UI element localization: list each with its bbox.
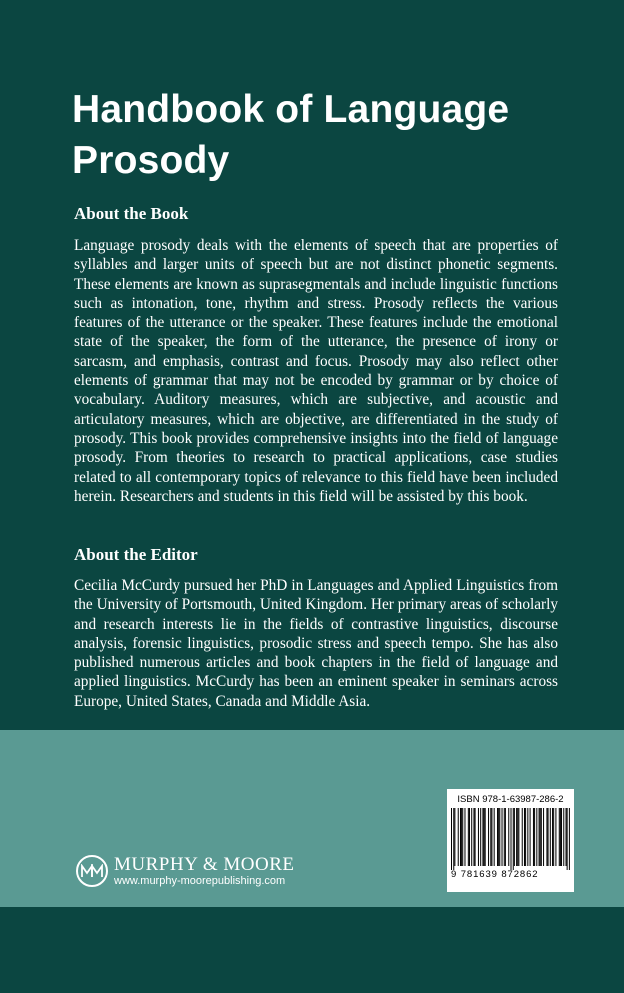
- barcode-bar: [536, 808, 537, 866]
- barcode-bar: [462, 808, 463, 866]
- book-title: Handbook of Language Prosody: [72, 88, 510, 182]
- about-editor-text: Cecilia McCurdy pursued her PhD in Languages and Applied Linguistics from the University of Portsmouth, United Kingdom. Her primary areas of scholarly and research interests lie in the fields of contrastive linguistics, discourse analysis, forensic linguistics, prosodic stress and speech tempo. She has also published numerous articles and book chapters in the field of language and applied linguistics. McCurdy has been an eminent speaker in seminars across Europe, United States, Canada and Middle Asia.: [74, 577, 558, 710]
- barcode-bar: [534, 808, 535, 866]
- barcode-bar: [524, 808, 525, 866]
- barcode-bar: [488, 808, 489, 866]
- barcode-bar: [461, 808, 462, 866]
- barcode-bar: [504, 808, 505, 866]
- barcode-bar: [552, 808, 553, 866]
- barcode-bar: [471, 808, 472, 866]
- barcode-bar: [560, 808, 561, 866]
- barcode-label: [447, 789, 574, 892]
- about-book-heading: About the Book: [74, 204, 189, 223]
- barcode-bar: [475, 808, 476, 866]
- barcode-bar: [484, 808, 485, 866]
- barcode-bar: [563, 808, 564, 866]
- barcode-bar: [517, 808, 518, 866]
- barcode-bar: [505, 808, 506, 866]
- barcode-bar: [511, 808, 512, 870]
- barcode-bar: [522, 808, 523, 866]
- barcode-bar: [525, 808, 526, 866]
- barcode-bar: [458, 808, 459, 866]
- barcode-bar: [454, 808, 455, 866]
- barcode-bar: [541, 808, 542, 866]
- barcode-bar: [482, 808, 483, 866]
- barcode-bar: [498, 808, 499, 866]
- publisher-logo: [76, 854, 295, 888]
- barcode-bar: [561, 808, 562, 866]
- barcode-bar: [514, 808, 515, 866]
- barcode-bar: [469, 808, 470, 866]
- barcode-bar: [555, 808, 556, 866]
- barcode-bar: [567, 808, 568, 870]
- barcode-bar: [485, 808, 486, 866]
- mm-monogram-icon: [76, 855, 108, 887]
- barcode-bar: [533, 808, 534, 866]
- publisher-url: www.murphy-moorepublishing.com: [114, 874, 286, 887]
- barcode-bar: [480, 808, 481, 866]
- barcode-bar: [530, 808, 531, 866]
- barcode-bar: [548, 808, 549, 866]
- barcode-bar: [490, 808, 491, 866]
- barcode-bar: [494, 808, 495, 866]
- barcode-bar: [540, 808, 541, 866]
- barcode-bar: [491, 808, 492, 866]
- about-editor-heading: About the Editor: [74, 545, 198, 564]
- barcode-bar: [518, 808, 519, 866]
- barcode-bar: [516, 808, 517, 866]
- barcode-bar: [550, 808, 551, 866]
- barcode-bar: [478, 808, 479, 866]
- cover-bottom-area: [0, 907, 624, 993]
- barcode-bar: [527, 808, 528, 866]
- barcode-bar: [451, 808, 452, 870]
- publisher-name: MURPHY & MOORE: [114, 853, 295, 875]
- barcode-bar: [460, 808, 461, 866]
- barcode-bar: [539, 808, 540, 866]
- barcode-bar: [502, 808, 503, 866]
- barcode-bar: [497, 808, 498, 866]
- barcode-bars: [451, 808, 570, 870]
- barcode-bar: [566, 808, 567, 866]
- isbn-text: ISBN 978-1-63987-286-2: [457, 794, 564, 805]
- barcode-bar: [569, 808, 570, 870]
- barcode-bar: [473, 808, 474, 866]
- barcode-digits: 9 781639 872862: [451, 869, 539, 880]
- barcode-bar: [453, 808, 454, 870]
- barcode-bar: [499, 808, 500, 866]
- barcode-bar: [468, 808, 469, 866]
- about-book-text: Language prosody deals with the elements of speech that are properties of syllables and larger units of speech but are not distinct phonetic segments. These elements are known as suprasegmentals and include linguistic functions such as intonation, tone, rhythm and stress. Prosody reflects the various features of the utterance or the speaker. These features include the emotional state of the speaker, the form of the utterance, the presence of irony or sarcasm, and emphasis, contrast and focus. Prosody may also reflect other elements of grammar that may not be encoded by grammar or by choice of vocabulary. Auditory measures, which are subjective, and acoustic and articulatory measures, which are objective, are differentiated in the study of prosody. This book provides comprehensive insights into the field of language prosody. From theories to research to practical applications, case studies related to all contemporary topics of relevance to this field have been included herein. Researchers and students in this field will be assisted by this book.: [74, 237, 558, 505]
- barcode-bar: [464, 808, 465, 866]
- barcode-bar: [546, 808, 547, 866]
- barcode-bar: [553, 808, 554, 866]
- barcode-bar: [508, 808, 509, 866]
- barcode-bar: [513, 808, 514, 870]
- barcode-bar: [559, 808, 560, 866]
- barcode-bar: [543, 808, 544, 866]
